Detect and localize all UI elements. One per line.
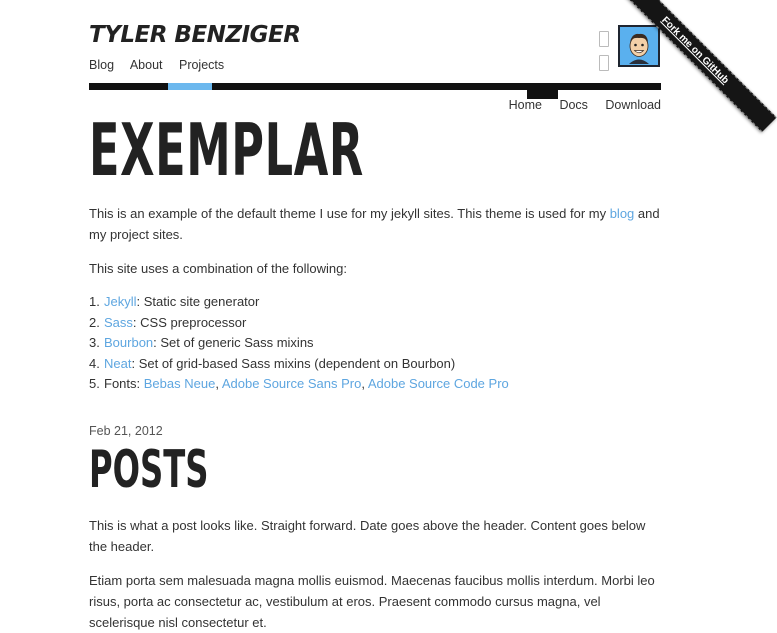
social-icon-2[interactable]	[599, 55, 609, 71]
fork-me-ribbon[interactable]: Fork me on GitHub	[613, 0, 776, 132]
list-item	[89, 333, 509, 354]
post-date: Feb 21, 2012	[89, 424, 163, 438]
list-item	[89, 313, 509, 334]
list-text: : CSS preprocessor	[132, 314, 247, 330]
list-number: 3.	[89, 335, 100, 350]
neat-link[interactable]: Neat	[104, 355, 132, 371]
bourbon-link[interactable]: Bourbon	[104, 335, 154, 350]
nav-blog[interactable]: Blog	[89, 58, 115, 72]
post-paragraph-1: This is what a post looks like. Straight forward. Date goes above the header. Content goes below the header.	[89, 518, 646, 554]
separator: ,	[361, 376, 368, 391]
project-nav-download[interactable]: Download	[605, 98, 661, 112]
list-item	[89, 292, 509, 313]
intro-paragraph	[89, 203, 661, 245]
page-title: EXEMPLAR	[89, 108, 364, 192]
jekyll-link[interactable]: Jekyll	[104, 294, 137, 309]
list-text: : Set of grid-based Sass mixins (dependent on Bourbon)	[131, 355, 456, 371]
site-nav	[89, 58, 237, 72]
site-title[interactable]: TYLER BENZIGER	[89, 22, 301, 48]
uses-paragraph: This site uses a combination of the following:	[89, 261, 347, 276]
blog-link[interactable]: blog	[609, 206, 635, 221]
list-text: : Static site generator	[136, 294, 260, 309]
intro-text-2: and my project sites.	[89, 206, 660, 242]
header-bar	[89, 83, 661, 90]
separator: ,	[215, 376, 222, 391]
active-nav-indicator	[168, 83, 212, 90]
project-nav-home[interactable]: Home	[508, 98, 542, 112]
list-text: : Set of generic Sass mixins	[153, 335, 314, 350]
nav-projects[interactable]: Projects	[178, 58, 225, 72]
bebas-neue-link[interactable]: Bebas Neue	[143, 376, 216, 391]
sass-link[interactable]: Sass	[104, 314, 133, 330]
active-page-indicator	[527, 83, 558, 99]
list-number: 5.	[89, 376, 100, 391]
fork-ribbon-container	[620, 0, 750, 130]
list-number: 1.	[89, 294, 100, 309]
list-number: 4.	[89, 355, 100, 371]
post-paragraph-2: Etiam porta sem malesuada magna mollis euismod. Maecenas faucibus mollis interdum. Morbi leo risus, porta ac consectetur ac, vestibulum at eros. Praesent commodo cursus magna, vel scelerisque nisl consectetur et.	[89, 573, 655, 630]
nav-about[interactable]: About	[129, 58, 163, 72]
list-number: 2.	[89, 314, 100, 330]
tech-list	[89, 292, 509, 395]
fonts-label: Fonts:	[104, 376, 144, 391]
project-nav-docs[interactable]: Docs	[559, 98, 588, 112]
post-title[interactable]: POSTS	[89, 440, 209, 500]
list-item	[89, 374, 509, 395]
source-sans-link[interactable]: Adobe Source Sans Pro	[221, 376, 362, 391]
list-item	[89, 354, 509, 375]
source-code-link[interactable]: Adobe Source Code Pro	[367, 376, 509, 391]
social-icon-1[interactable]	[599, 31, 609, 47]
intro-text-1: This is an example of the default theme I use for my jekyll sites. This theme is used for my	[89, 206, 610, 221]
